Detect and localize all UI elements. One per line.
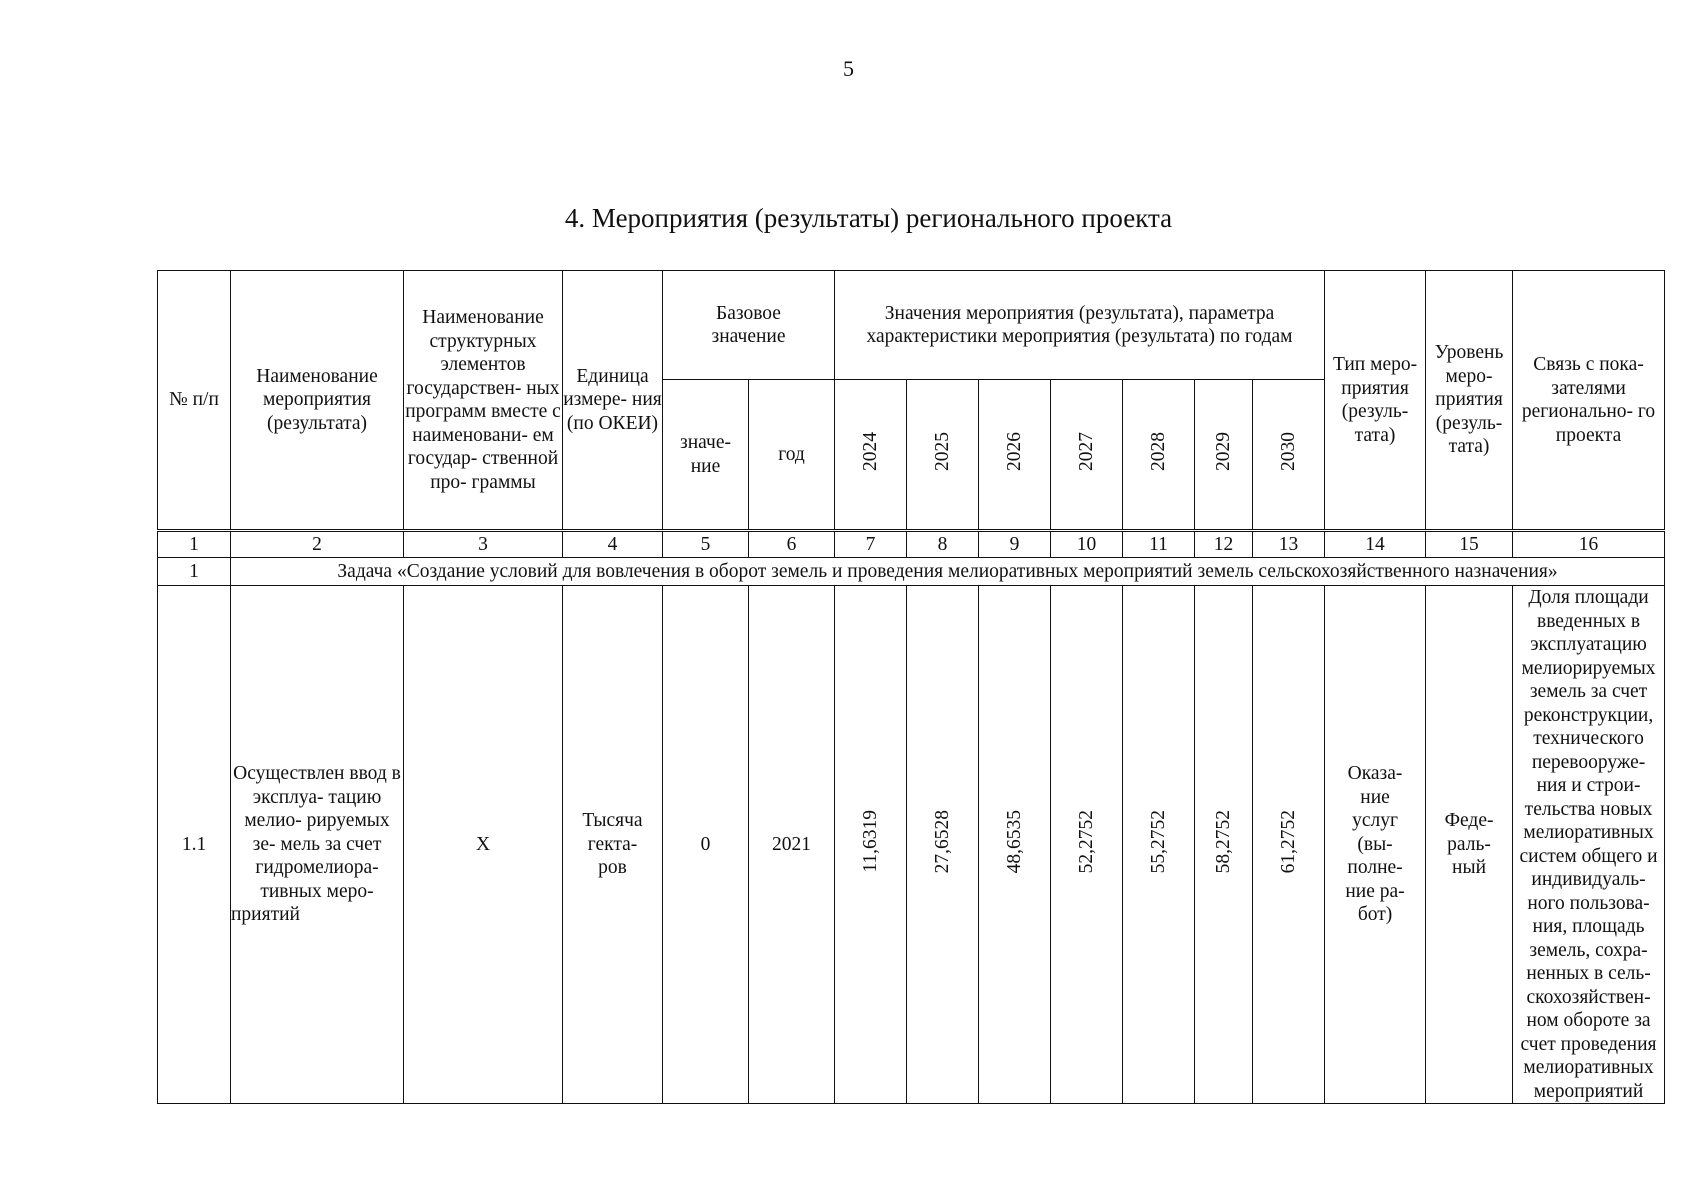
header-level: Уровень меро- приятия (резуль- тата) bbox=[1426, 271, 1513, 531]
table-row bbox=[158, 586, 1665, 1104]
section-title: 4. Мероприятия (результаты) регионального проекта bbox=[564, 203, 1173, 233]
header-year: 2029 bbox=[1195, 380, 1253, 531]
column-number: 3 bbox=[404, 531, 563, 558]
row-link: Доля площади введенных в эксплуатацию мелиорируемых земель за счет реконструкции, технического перевооруже- ния и строи- тельства новых мелиоративных систем общего и индивидуаль- ного пользова- ния, площадь земель, сохра- ненных в сель- скохозяйствен- ном обороте за счет проведения мелиоративных мероприятий bbox=[1513, 586, 1665, 1104]
header-year: 2030 bbox=[1253, 380, 1325, 531]
header-year: 2026 bbox=[979, 380, 1051, 531]
row-value-2029: 58,2752 bbox=[1195, 586, 1253, 1104]
column-number: 1 bbox=[158, 531, 231, 558]
column-number: 2 bbox=[231, 531, 404, 558]
row-value-2027: 52,2752 bbox=[1051, 586, 1123, 1104]
column-number: 4 bbox=[563, 531, 663, 558]
task-num: 1 bbox=[158, 558, 231, 586]
column-number: 7 bbox=[835, 531, 907, 558]
header-name: Наименование мероприятия (результата) bbox=[231, 271, 404, 531]
row-level: Феде- раль- ный bbox=[1426, 586, 1513, 1104]
column-number: 15 bbox=[1426, 531, 1513, 558]
header-base-value: значе- ние bbox=[663, 380, 749, 531]
header-year: 2025 bbox=[907, 380, 979, 531]
row-value-2030: 61,2752 bbox=[1253, 586, 1325, 1104]
column-number: 8 bbox=[907, 531, 979, 558]
task-text: Задача «Создание условий для вовлечения в оборот земель и проведения мелиоративных мероприятий земель сельскохозяйственного назначения» bbox=[231, 558, 1665, 586]
column-number: 5 bbox=[663, 531, 749, 558]
row-value-2024: 11,6319 bbox=[835, 586, 907, 1104]
header-structural: Наименование структурных элементов государствен- ных программ вместе с наименовани- ем государ- ственной про- граммы bbox=[404, 271, 563, 531]
header-year: 2028 bbox=[1123, 380, 1195, 531]
activities-table bbox=[157, 270, 1665, 1104]
column-number: 13 bbox=[1253, 531, 1325, 558]
header-type: Тип меро- приятия (резуль- тата) bbox=[1325, 271, 1426, 531]
row-base-value: 0 bbox=[663, 586, 749, 1104]
column-number: 6 bbox=[749, 531, 835, 558]
header-unit: Единица измере- ния (по ОКЕИ) bbox=[563, 271, 663, 531]
column-number: 12 bbox=[1195, 531, 1253, 558]
row-value-2026: 48,6535 bbox=[979, 586, 1051, 1104]
header-year: 2027 bbox=[1051, 380, 1123, 531]
row-value-2025: 27,6528 bbox=[907, 586, 979, 1104]
header-num: № п/п bbox=[158, 271, 231, 531]
row-value-2028: 55,2752 bbox=[1123, 586, 1195, 1104]
row-base-year: 2021 bbox=[749, 586, 835, 1104]
header-link: Связь с пока- зателями регионально- го проекта bbox=[1513, 271, 1665, 531]
column-number: 9 bbox=[979, 531, 1051, 558]
row-name: Осуществлен ввод в эксплуа- тацию мелио- рируемых зе- мель за счет гидромелиора- тивных меро- приятий bbox=[231, 586, 404, 1104]
column-number: 10 bbox=[1051, 531, 1123, 558]
row-unit: Тысяча гекта- ров bbox=[563, 586, 663, 1104]
header-values-group: Значения мероприятия (результата), параметра характеристики мероприятия (результата) по годам bbox=[835, 271, 1325, 380]
row-structural: Х bbox=[404, 586, 563, 1104]
column-number: 11 bbox=[1123, 531, 1195, 558]
page-number: 5 bbox=[843, 56, 854, 81]
header-year: 2024 bbox=[835, 380, 907, 531]
row-num: 1.1 bbox=[158, 586, 231, 1104]
row-type: Оказа- ние услуг (вы- полне- ние ра- бот) bbox=[1325, 586, 1426, 1104]
column-number-row bbox=[158, 531, 1665, 558]
header-base-year: год bbox=[749, 380, 835, 531]
task-row bbox=[158, 558, 1665, 586]
column-number: 14 bbox=[1325, 531, 1426, 558]
header-base-group: Базовое значение bbox=[663, 271, 835, 380]
column-number: 16 bbox=[1513, 531, 1665, 558]
